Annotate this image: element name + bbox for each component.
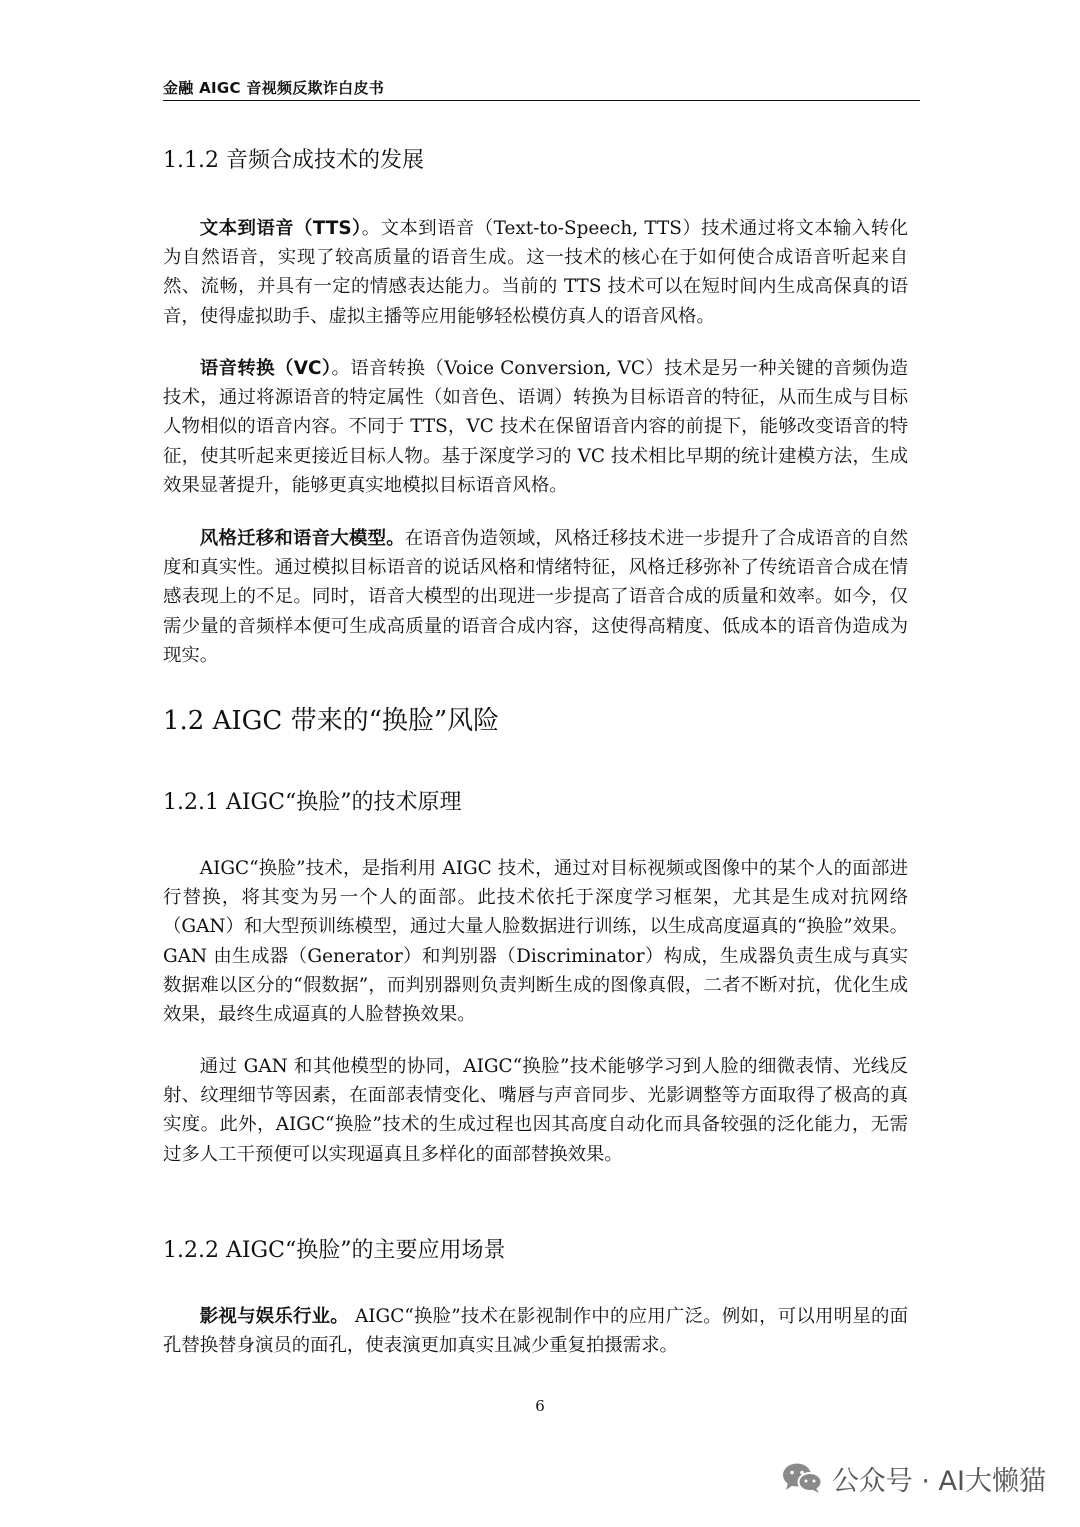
- paragraph-faceswap-principle: AIGC“换脸”技术，是指利用 AIGC 技术，通过对目标视频或图像中的某个人的面部进行替换，将其变为另一个人的面部。此技术依托于深度学习框架，尤其是生成对抗网络（GAN）和大型预训练模型，通过大量人脸数据进行训练，以生成高度逼真的“换脸”效果。GAN 由生成器（Generator）和判别器（Discriminator）构成，生成器负责生成与真实数据难以区分的“假数据”，而判别器则负责判断生成的图像真假，二者不断对抗，优化生成效果，最终生成逼真的人脸替换效果。: [163, 858, 908, 1026]
- wechat-icon: [780, 1461, 824, 1495]
- paragraph-lead-tts: 文本到语音（TTS）: [199, 218, 362, 239]
- document-header-title: 金融 AIGC 音视频反欺诈白皮书: [163, 79, 385, 97]
- paragraph-lead-vc: 语音转换（VC）: [199, 358, 332, 379]
- paragraph-faceswap-gan: 通过 GAN 和其他模型的协同，AIGC“换脸”技术能够学习到人脸的细微表情、光线反射、纹理细节等因素，在面部表情变化、嘴唇与声音同步、光影调整等方面取得了极高的真实度。此外，AIGC“换脸”技术的生成过程也因其高度自动化而具备较强的泛化能力，无需过多人工干预便可以实现逼真且多样化的面部替换效果。: [163, 1056, 908, 1165]
- section-heading-1-2: 1.2 AIGC 带来的“换脸”风险: [163, 706, 500, 736]
- page-number: 6: [535, 1397, 545, 1415]
- section-heading-1-1-2: 1.1.2 音频合成技术的发展: [163, 148, 424, 173]
- paragraph-lead-film: 影视与娱乐行业。: [199, 1306, 349, 1327]
- paragraph-vc: [163, 354, 908, 500]
- paragraph-body-style-transfer: 在语音伪造领域，风格迁移技术进一步提升了合成语音的自然度和真实性。通过模拟目标语音的说话风格和情绪特征，风格迁移弥补了传统语音合成在情感表现上的不足。同时，语音大模型的出现进一步提高了语音合成的质量和效率。如今，仅需少量的音频样本便可生成高质量的语音合成内容，这使得高精度、低成本的语音伪造成为现实。: [163, 528, 908, 666]
- paragraph-lead-style-transfer: 风格迁移和语音大模型。: [199, 528, 405, 549]
- paragraph-body-vc: 。语音转换（Voice Conversion, VC）技术是另一种关键的音频伪造技术，通过将源语音的特定属性（如音色、语调）转换为目标语音的特征，从而生成与目标人物相似的语音内容。不同于 TTS，VC 技术在保留语音内容的前提下，能够改变语音的特征，使其听起来更接近目标人物。基于深度学习的 VC 技术相比早期的统计建模方法，生成效果显著提升，能够更真实地模拟目标语音风格。: [163, 358, 909, 496]
- watermark-text: 公众号 · AI大懒猫: [831, 1465, 1046, 1497]
- paragraph-tts: [163, 214, 908, 331]
- paragraph-film-entertainment: [163, 1302, 908, 1360]
- section-heading-1-2-2: 1.2.2 AIGC“换脸”的主要应用场景: [163, 1238, 506, 1263]
- paragraph-style-transfer: [163, 524, 908, 670]
- watermark: [780, 1458, 1046, 1498]
- header-divider: [163, 100, 920, 101]
- section-heading-1-2-1: 1.2.1 AIGC“换脸”的技术原理: [163, 790, 462, 815]
- paragraph-body-film: AIGC“换脸”技术在影视制作中的应用广泛。例如，可以用明星的面孔替换替身演员的面孔，使表演更加真实且减少重复拍摄需求。: [163, 1306, 908, 1357]
- paragraph-body-tts: 。文本到语音（Text-to-Speech, TTS）技术通过将文本输入转化为自然语音，实现了较高质量的语音生成。这一技术的核心在于如何使合成语音听起来自然、流畅，并具有一定的情感表达能力。当前的 TTS 技术可以在短时间内生成高保真的语音，使得虚拟助手、虚拟主播等应用能够轻松模仿真人的语音风格。: [163, 218, 909, 327]
